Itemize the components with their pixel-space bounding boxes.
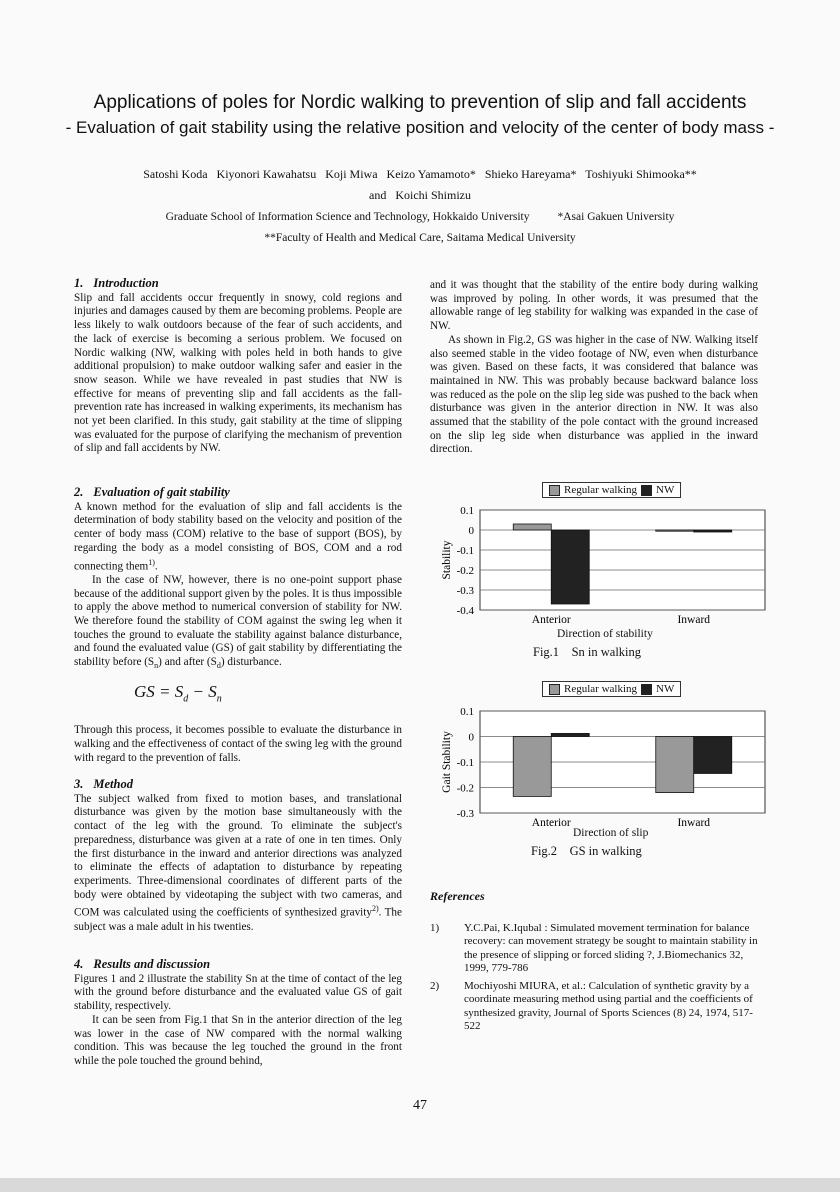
y-tick-label: -0.2 bbox=[456, 782, 474, 795]
references bbox=[430, 890, 760, 1038]
y-tick-label: -0.3 bbox=[456, 808, 474, 820]
legend-swatch-regular bbox=[549, 684, 560, 695]
fig2-legend bbox=[542, 681, 681, 697]
section-heading: 2. Evaluation of gait stability bbox=[74, 485, 230, 499]
y-tick-label: -0.1 bbox=[456, 545, 474, 557]
fig1-caption: Fig.1 Sn in walking bbox=[533, 645, 642, 659]
fig1-x-axis-title: Direction of stability bbox=[557, 628, 653, 640]
section-body: Through this process, it becomes possible to evaluate the disturbance in walking and the effectiveness of contact of the swing leg with the ground with regard to the prevention of falls. bbox=[74, 724, 402, 764]
bar-regular-inward bbox=[656, 737, 694, 793]
y-axis-title: Stability bbox=[441, 540, 453, 580]
y-tick-label: 0 bbox=[468, 731, 474, 744]
legend-label-regular: Regular walking bbox=[564, 683, 638, 695]
y-tick-label: 0.1 bbox=[460, 505, 474, 517]
authors-line-2: and Koichi Shimizu bbox=[369, 188, 471, 202]
bar-regular-anterior bbox=[513, 737, 551, 797]
section-body: Slip and fall accidents occur frequently in snowy, cold regions and injuries and damages caused by them are becoming problems. People are less likely to walk outdoors because of the fear of such accidents, and the lack of exercise is becoming a serious problem. We focused on Nordic walking (NW, walking with poles held in both hands to give additional propulsion) to make outdoor walking safer and easier in the snow season. While we have revealed in past studies that NW is effective for means of preventing slip and fall accidents as the fall-prevention rate has increased in walking experiments, its mechanism has not yet been clarified. In this study, gait stability at the time of slipping was evaluated for the purpose of clarifying the mechanism of prevention of slip and fall accidents by NW. bbox=[74, 291, 402, 455]
bar-regular-anterior bbox=[513, 524, 551, 530]
legend-swatch-nw bbox=[641, 684, 652, 695]
scan-edge bbox=[0, 1178, 840, 1192]
affiliation-1: Graduate School of Information Science and Technology, Hokkaido University bbox=[165, 211, 530, 223]
bar-nw-anterior bbox=[551, 733, 589, 736]
legend-swatch-nw bbox=[641, 485, 652, 496]
x-tick-label: Inward bbox=[677, 614, 711, 626]
section-method bbox=[74, 778, 402, 934]
section-body: The subject walked from fixed to motion bases, and translational disturbance was given by the motion base simultaneously with the contact of the leg with the ground. To eliminate the subject's preparedness, disturbance was given at a rate of one in ten times. Only the first disturbance in the inward and anterior directions was analyzed to eliminate the effects of adaptation to disturbance by repeating experiments. Three-dimensional coordinates of different parts of the body were obtained by videotaping the subject with two cameras, and COM was calculated using the coefficients of synthesized gravity$^{2)}$. The subject was a male adult in his twenties. bbox=[74, 792, 402, 933]
x-tick-label: Anterior bbox=[531, 614, 571, 626]
x-tick-label: Anterior bbox=[531, 817, 571, 829]
paper-title: Applications of poles for Nordic walking to prevention of slip and fall accidents bbox=[93, 92, 747, 113]
x-tick-label: Inward bbox=[677, 817, 711, 829]
y-tick-label: 0 bbox=[468, 525, 474, 537]
y-tick-label: 0.1 bbox=[460, 706, 474, 718]
section-heading: 4. Results and discussion bbox=[74, 957, 211, 971]
affiliations bbox=[0, 207, 840, 249]
paper-subtitle: - Evaluation of gait stability using the relative position and velocity of the center of body mass - bbox=[65, 118, 775, 137]
legend-label-nw: NW bbox=[656, 484, 675, 496]
fig2-caption: Fig.2 GS in walking bbox=[531, 844, 642, 858]
section-heading: 1. Introduction bbox=[74, 276, 159, 290]
fig1-chart bbox=[430, 505, 770, 640]
bar-regular-inward bbox=[656, 530, 694, 531]
affiliation-3: **Faculty of Health and Medical Care, Saitama Medical University bbox=[264, 232, 576, 244]
affiliation-2: *Asai Gakuen University bbox=[557, 211, 675, 223]
section-results bbox=[74, 958, 402, 1069]
page-number: 47 bbox=[413, 1098, 427, 1113]
y-tick-label: -0.1 bbox=[456, 757, 474, 769]
results-continued bbox=[430, 279, 758, 457]
author-list bbox=[0, 164, 840, 206]
fig2-x-axis-title: Direction of slip bbox=[573, 827, 649, 839]
section-body: As shown in Fig.2, GS was higher in the case of NW. Walking itself also seemed stable in the video footage of NW, even when disturbance was given. Based on these facts, it was considered that balance was maintained in NW. This was probably because backward balance loss was reduced as the pole on the slip leg side was pushed to the back when disturbance was given in the anterior direction in NW. It was also assumed that the stability of the pole contact with the ground increased on the slip leg side when disturbance was applied in the inward direction. bbox=[430, 333, 758, 456]
authors-line-1: Satoshi Koda Kiyonori Kawahatsu Koji Miwa Keizo Yamamoto* Shieko Hareyama* Toshiyuki Shimooka** bbox=[143, 167, 697, 181]
section-body: In the case of NW, however, there is no one-point support phase because of the additional support given by the poles. It is thus impossible to apply the above method to numerical conversion of stability for NW. We therefore found the stability of COM against the swing leg when it touches the ground to evaluate the stability against balance disturbance, and found the evaluated value (GS) of gait stability by differentiating the stability before $(S_n)$ and after $(S_d)$ disturbance. bbox=[74, 573, 402, 671]
legend-label-regular: Regular walking bbox=[564, 484, 638, 496]
section-introduction bbox=[74, 277, 402, 456]
gs-equation: GS = $S_d - S_n$ bbox=[134, 682, 222, 705]
bar-nw-inward bbox=[694, 737, 732, 774]
y-tick-label: -0.2 bbox=[456, 565, 474, 577]
section-body: It can be seen from Fig.1 that Sn in the anterior direction of the leg was lower in the case of NW compared with the normal walking condition. This was because the leg touched the ground in the front while the pole touched the ground behind, bbox=[74, 1013, 402, 1067]
section-body: Figures 1 and 2 illustrate the stability Sn at the time of contact of the leg with the ground before disturbance and the evaluated value GS of gait stability, respectively. bbox=[74, 972, 402, 1013]
legend-swatch-regular bbox=[549, 485, 560, 496]
fig1-legend bbox=[542, 482, 681, 498]
y-axis-title: Gait Stability bbox=[441, 731, 453, 793]
references-heading: References bbox=[430, 889, 485, 903]
section-evaluation bbox=[74, 486, 402, 765]
section-body: and it was thought that the stability of the entire body during walking was improved by poling. In other words, it was presumed that the allowable range of leg stability for walking was expanded in the case of NW. bbox=[430, 279, 758, 333]
y-tick-label: -0.3 bbox=[456, 585, 474, 597]
bar-nw-anterior bbox=[551, 530, 589, 604]
bar-nw-inward bbox=[694, 530, 732, 532]
fig2-chart bbox=[430, 704, 770, 834]
y-tick-label: -0.4 bbox=[456, 605, 474, 617]
reference-item: 2) Mochiyoshi MIURA, et al.: Calculation of synthetic gravity by a coordinate measuring method using partial and the coefficients of synthesized gravity, Journal of Sports Sciences (8) 24, 1974, 517-522 bbox=[430, 979, 753, 1032]
reference-item: 1) Y.C.Pai, K.Iqubal : Simulated movement termination for balance recovery: can movement strategy be sought to maintain stability in the presence of slipping or forced sliding ?, J.Biomechanics 32, 1999, 779-786 bbox=[430, 921, 758, 974]
section-body: A known method for the evaluation of slip and fall accidents is the determination of body stability based on the velocity and position of the center of body mass (COM) relative to the base of support (BOS), by regarding the body as a model consisting of BOS, COM and a rod connecting them$^{1)}$. bbox=[74, 500, 402, 573]
legend-label-nw: NW bbox=[656, 683, 675, 695]
section-heading: 3. Method bbox=[74, 777, 133, 791]
